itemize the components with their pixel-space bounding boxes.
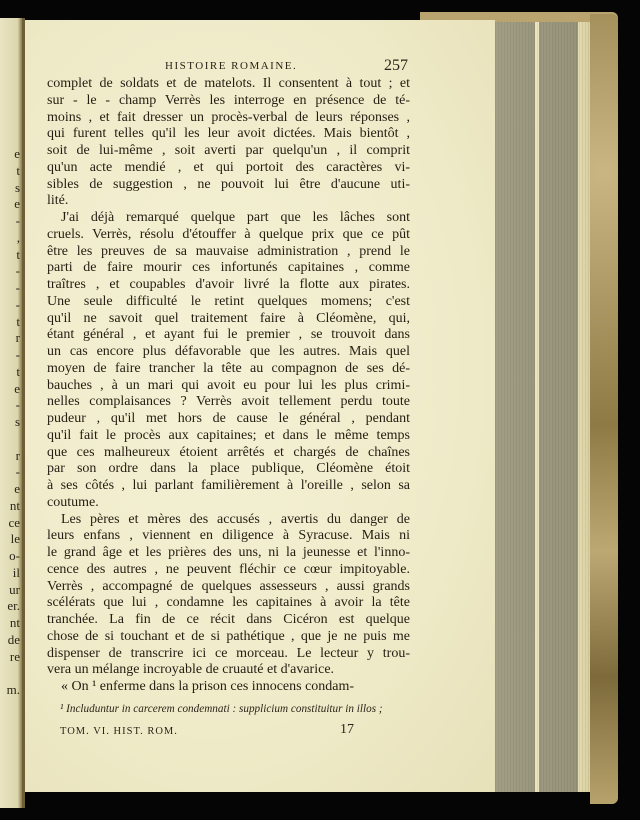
text-line: scélérats que lui , condamne les capitaines à avoir la tête bbox=[47, 595, 410, 611]
paragraph bbox=[47, 679, 410, 696]
text-line: qu'il fait le procès aux capitaines; et dans le même temps bbox=[47, 427, 410, 443]
left-fragment: - bbox=[15, 263, 20, 279]
left-fragment: s bbox=[14, 179, 20, 195]
left-fragment: le bbox=[10, 531, 20, 547]
left-page-text-fragments bbox=[0, 146, 20, 699]
left-fragment: t bbox=[16, 363, 20, 379]
text-line: un cas encore plus défavorable que les autres. Mais quel bbox=[47, 344, 410, 359]
left-fragment: e bbox=[14, 380, 20, 396]
text-line: Verrès , accompagné de quelques assesseurs , aussi grands bbox=[47, 578, 410, 594]
left-fragment: t bbox=[16, 162, 20, 178]
marbled-cover bbox=[590, 14, 618, 804]
text-line: traîtres , et coupables d'avoir livré la flotte aux pirates. bbox=[47, 277, 410, 292]
text-line: « On ¹ enferme dans la prison ces innocens condam- bbox=[61, 679, 355, 694]
running-head-title: HISTOIRE ROMAINE. bbox=[165, 60, 298, 72]
signature-label: TOM. VI. HIST. ROM. bbox=[60, 726, 178, 737]
left-fragment: - bbox=[15, 464, 20, 480]
text-line: par son ordre dans la place publique, Cléomène étoit bbox=[47, 461, 410, 477]
text-line: sur - le - champ Verrès les interroge en présence de té- bbox=[47, 92, 410, 108]
text-line: chose de si touchant et de si pathétique , que je ne puis me bbox=[47, 628, 410, 644]
left-fragment: e bbox=[14, 196, 20, 212]
text-line: à ses côtés , lui parlant familièrement à l'oreille , selon sa bbox=[47, 478, 410, 493]
text-line: vera un mélange incroyable de cruauté et d'avarice. bbox=[47, 662, 335, 678]
left-fragment: m. bbox=[6, 682, 20, 697]
paragraph bbox=[47, 512, 410, 680]
text-line: nelles complaisances ? Verrès avoit tellement perdu toute bbox=[47, 394, 410, 410]
text-line: J'ai déjà remarqué quelque part que les lâches sont bbox=[61, 210, 410, 225]
text-line: leurs enfans , viennent en diligence à Syracuse. Mais ni bbox=[47, 528, 410, 544]
text-line: qui furent telles qu'il les leur avoit dictées. Mais bientôt , bbox=[47, 126, 410, 142]
text-line: qu'un acte mendié , et qui portoit des caractères vi- bbox=[47, 159, 410, 175]
left-fragment: e bbox=[14, 146, 20, 161]
left-fragment: s bbox=[14, 414, 20, 429]
paragraph bbox=[47, 210, 410, 512]
left-fragment: o- bbox=[9, 548, 20, 563]
left-fragment: r bbox=[15, 330, 20, 346]
left-fragment: - bbox=[15, 347, 20, 362]
left-fragment: - bbox=[15, 397, 20, 413]
left-fragment: er. bbox=[7, 598, 20, 614]
left-fragment: e bbox=[14, 481, 20, 496]
left-fragment: re bbox=[9, 648, 20, 664]
footnote: ¹ Includuntur in carcerem condemnati : supplicium constituitur in illos ; bbox=[60, 703, 383, 715]
left-fragment: de bbox=[7, 631, 20, 647]
left-fragment: - bbox=[15, 213, 20, 228]
left-fragment: ur bbox=[9, 581, 20, 597]
text-line: pudeur , qu'il met hors de cause le général , pendant bbox=[47, 411, 410, 426]
text-line: moyen de faire trancher la tête au compagnon de ses dé- bbox=[47, 360, 410, 376]
text-line: moins , et fait dresser un procès-verbal de leurs réponses , bbox=[47, 109, 410, 125]
left-fragment: r bbox=[15, 447, 20, 463]
text-line: bauches , à un mari qui avoit eu pour lui les plus crimi- bbox=[47, 377, 410, 393]
text-line: soit de lui-même , soit averti par quelqu'un , il comprit bbox=[47, 143, 410, 158]
paragraph bbox=[47, 76, 410, 210]
left-fragment: - bbox=[15, 296, 20, 312]
text-line: sibles de suggestion , ne pouvoit lui être d'aucune uti- bbox=[47, 176, 410, 192]
text-line: coutume. bbox=[47, 494, 99, 510]
text-line: qu'il ne savoit quel traitement faire à Cléomène, qui, bbox=[47, 310, 410, 326]
left-fragment: t bbox=[16, 246, 20, 262]
text-line: Les pères et mères des accusés , avertis du danger de bbox=[61, 511, 410, 527]
text-line: le grand âge et les prières des uns, ni la jeunesse et l'inno- bbox=[47, 545, 410, 560]
text-line: lité. bbox=[47, 193, 69, 209]
signature-number: 17 bbox=[340, 722, 354, 737]
text-line: parti de faire mourir ces infortunés capitaines , comme bbox=[47, 260, 410, 276]
left-fragment: t bbox=[16, 313, 20, 329]
text-line: Une seule difficulté le retint quelques momens; c'est bbox=[47, 293, 410, 309]
text-line: tranchée. La fin de ce récit dans Cicéron est quelque bbox=[47, 612, 410, 627]
left-fragment bbox=[0, 665, 20, 682]
left-fragment: , bbox=[16, 229, 20, 245]
left-fragment bbox=[0, 431, 20, 448]
left-fragment: nt bbox=[9, 615, 20, 630]
left-page-edge bbox=[0, 18, 22, 808]
left-fragment: il bbox=[12, 564, 20, 580]
left-fragment: nt bbox=[9, 497, 20, 513]
text-line: cence des autres , ne peuvent fléchir ce cœur impitoyable. bbox=[47, 561, 410, 577]
text-line: étant général , et ayant fui le premier , se trouvoit dans bbox=[47, 327, 410, 343]
text-line: dispenser de transcrire ici ce morceau. Le lecteur y trou- bbox=[47, 645, 410, 661]
text-line: que ces malheureux étoient arrêtés et chargés de chaînes bbox=[47, 444, 410, 460]
text-line: cruels. Verrès, résolu d'étouffer à quelque prix que ce pût bbox=[47, 226, 410, 242]
text-line: complet de soldats et de matelots. Il consentent à tout ; et bbox=[47, 76, 410, 91]
body-text bbox=[47, 76, 410, 696]
text-line: être les preuves de sa mauvaise administration , prend le bbox=[47, 243, 410, 259]
page-edges bbox=[495, 22, 590, 792]
left-fragment: - bbox=[15, 280, 20, 295]
page-number: 257 bbox=[384, 57, 408, 74]
left-fragment: ce bbox=[8, 514, 20, 530]
